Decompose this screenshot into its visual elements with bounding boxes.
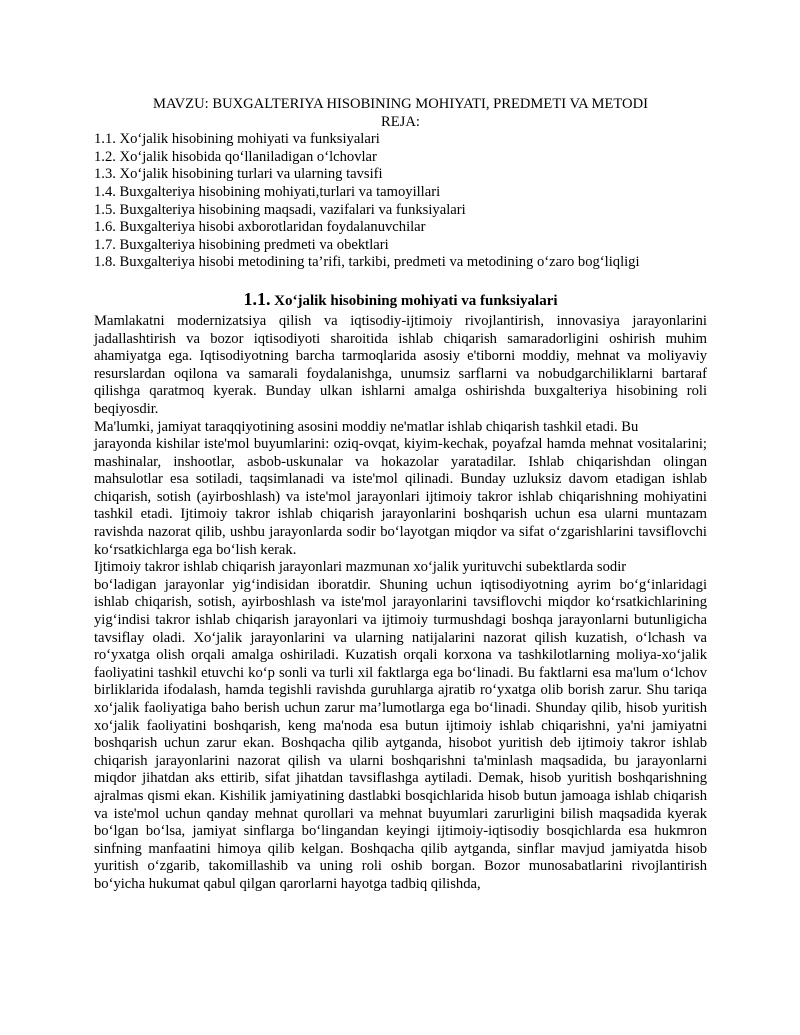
plan-item: 1.3. Xo‘jalik hisobining turlari va ularning tavsifi [94, 166, 383, 183]
paragraph-first-line: Ijtimoiy takror ishlab chiqarish jarayonlari mazmunan xo‘jalik yurituvchi subektlarda sodir [94, 559, 627, 576]
plan-item: 1.6. Buxgalteriya hisobi axborotlaridan foydalanuvchilar [94, 219, 426, 236]
spacer [94, 272, 707, 286]
section-title: Xo‘jalik hisobining mohiyati va funksiyalari [274, 292, 558, 309]
plan-item: 1.2. Xo‘jalik hisobida qo‘llaniladigan o‘lchovlar [94, 148, 377, 165]
body-paragraph: jarayonda kishilar iste'mol buyumlarini: oziq-ovqat, kiyim-kechak, poyafzal hamda mehnat vositalarini; mashinalar, inshootlar, asbob-uskunalar va hokazolar yaratadilar. Ishlab chiqarishdan olingan mahsulotlar esa sotiladi, taqsimlanadi va iste'mol qilinadi. Bunday uzluksiz davom etadigan ishlab chiqarish, sotish (ayirboshlash) va iste'mol jarayonlari ijtimoiy takror ishlab chiqarishning mohiyatini tashkil etadi. Ijtimoiy takror ishlab chiqarish jarayonlarini boshqarish uchun esa ularni muntazam ravishda nazorat qilib, ushbu jarayonlarda sodir bo‘layotgan miqdor va sifat o‘zgarishlarini tavsiflovchi ko‘rsatkichlarga ega bo‘lish kerak. [94, 436, 707, 558]
plan-item: 1.5. Buxgalteriya hisobining maqsadi, vazifalari va funksiyalari [94, 201, 466, 218]
plan-label: REJA: [381, 113, 420, 130]
document-title: MAVZU: BUXGALTERIYA HISOBINING MOHIYATI, PREDMETI VA METODI [153, 96, 648, 112]
plan-item: 1.4. Buxgalteriya hisobining mohiyati,turlari va tamoyillari [94, 183, 441, 200]
body-paragraph: Mamlakatni modernizatsiya qilish va iqtisodiy-ijtimoiy rivojlantirish, innovasiya jarayonlarini jadallashtirish va bozor iqtisodiyoti sharoitida ishlab chiqarish samaradorligini oshirish muhim ahamiyatga ega. Iqtisodiyotning barcha tarmoqlarida asosiy e'tiborni moddiy, mehnat va moliyaviy resurslardan oqilona va samarali foydalanishga, unumsiz sarflarni va nobudgarchiliklarni bartaraf qilishga qaratmoq kyerak. Bunday ulkan ishlarni amalga oshirishda buxgalteriya hisobining roli beqiyosdir. [94, 312, 707, 417]
document-page [94, 96, 707, 894]
section-number: 1.1. [243, 288, 271, 309]
section-heading [94, 289, 707, 311]
plan-item: 1.8. Buxgalteriya hisobi metodining ta’rifi, tarkibi, predmeti va metodining o‘zaro bog‘liqligi [94, 254, 640, 271]
plan-item: 1.1. Xo‘jalik hisobining mohiyati va funksiyalari [94, 131, 380, 148]
paragraph-first-line: Ma'lumki, jamiyat taraqqiyotining asosini moddiy ne'matlar ishlab chiqarish tashkil etadi. Bu [94, 418, 639, 435]
plan-item: 1.7. Buxgalteriya hisobining predmeti va obektlari [94, 236, 389, 253]
plan-list [94, 131, 707, 272]
body-paragraph: bo‘ladigan jarayonlar yig‘indisidan iboratdir. Shuning uchun iqtisodiyotning ayrim bo‘g‘inlaridagi ishlab chiqarish, sotish, ayirboshlash va iste'mol jarayonlarini tavsiflovchi miqdor ko‘rsatkichlarining yig‘indisi takror ishlab chiqarish jarayonlari va ijtimoiy turmushdagi boshqa jarayonlarni butunligicha tavsiflay oladi. Xo‘jalik jarayonlarini va ularning natijalarini nazorat qilish kuzatish, o‘lchash va ro‘yxatga olish orqali amalga oshiriladi. Kuzatish orqali korxona va tashkilotlarning moliya-xo‘jalik faoliyatini tashkil etuvchi ko‘p sonli va turli xil faktlarga ega bo‘linadi. Bu faktlarni esa ma'lum o‘lchov birliklarida ifodalash, hamda tegishli ravishda guruhlarga ajratib ro‘yxatga olib borish zarur. Shu tariqa xo‘jalik faoliyatiga baho berish uchun zarur ma’lumotlarga ega bo‘linadi. Shunday qilib, hisob yuritish xo‘jalik faoliyatini boshqarish, keng ma'noda esa butun ijtimoiy ishlab chiqarishni, ya'ni jamiyatni boshqarish uchun zarur ekan. Boshqacha qilib aytganda, hisobot yuritish deb ijtimoiy takror ishlab chiqarish jarayonlarini nazorat qilish va ularni boshqarishni ta'minlash maqsadida, bu jarayonlarni miqdor jihatdan aks ettirib, sifat jihatdan tavsiflashga aytiladi. Demak, hisob yuritish boshqarishning ajralmas qismi ekan. Kishilik jamiyatining dastlabki bosqichlarida hisob butun jamoaga ishlab chiqarish va iste'mol uchun qanday mehnat qurollari va mehnat buyumlari zarurligini bilish maqsadida kyerak bo‘lgan bo‘lsa, jamiyat sinflarga bo‘lingandan keyingi ijtimoiy-iqtisodiy bosqichlarda esa hukmron sinfning manfaatini himoya qilib kelgan. Boshqacha qilib aytganda, sinflar mavjud jamiyatda hisob yuritish o‘zgarib, takomillashib va uning roli oshib borgan. Bozor munosabatlarini rivojlantirish bo‘yicha hukumat qabul qilgan qarorlarni hayotga tadbiq qilishda, [94, 576, 707, 892]
